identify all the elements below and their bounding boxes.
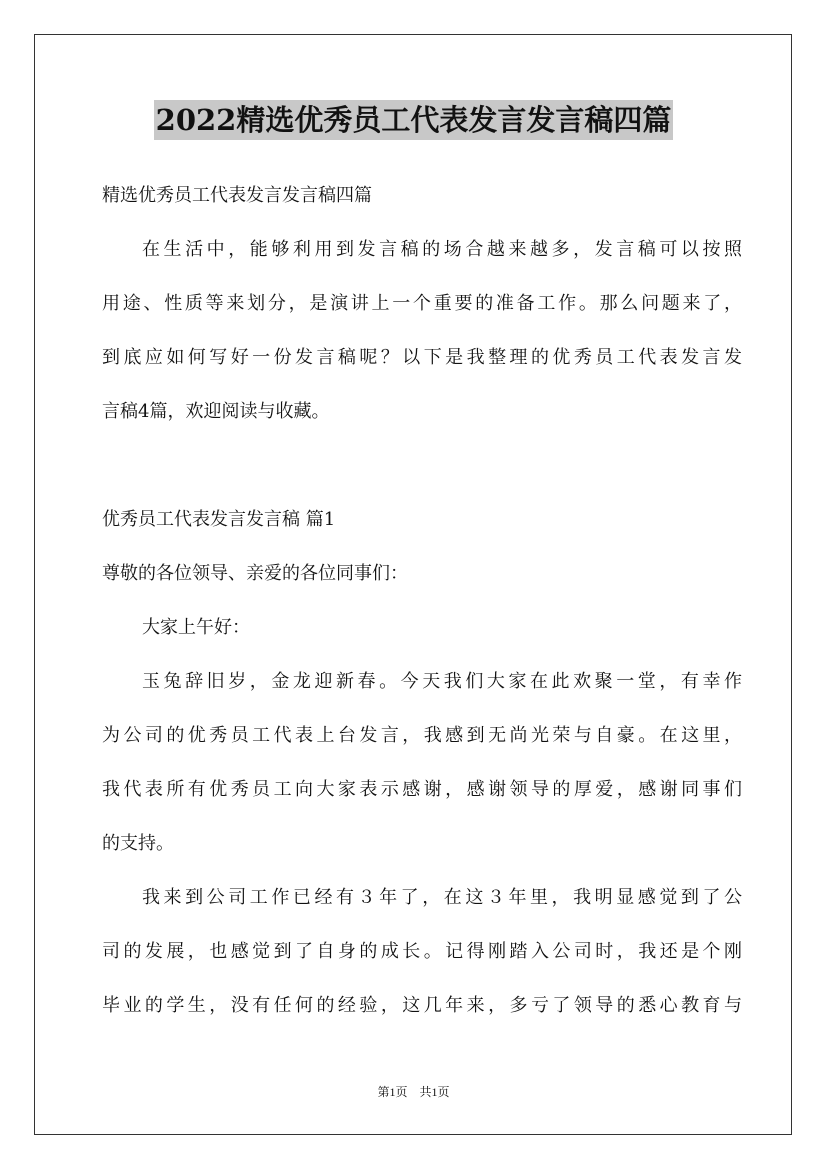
document-subtitle: 精选优秀员工代表发言发言稿四篇: [102, 185, 372, 206]
paragraph2-line-2: 司的发展，也感觉到了自身的成长。记得刚踏入公司时，我还是个刚: [102, 941, 742, 962]
intro-line-3: 到底应如何写好一份发言稿呢？以下是我整理的优秀员工代表发言发: [102, 347, 742, 368]
document-title: [0, 100, 827, 140]
greeting: 大家上午好：: [142, 617, 250, 638]
intro-line-1: 在生活中，能够利用到发言稿的场合越来越多，发言稿可以按照: [142, 239, 742, 260]
salutation: 尊敬的各位领导、亲爱的各位同事们：: [102, 563, 408, 584]
intro-line-2: 用途、性质等来划分，是演讲上一个重要的准备工作。那么问题来了，: [102, 293, 742, 314]
paragraph1-line-1: 玉兔辞旧岁，金龙迎新春。今天我们大家在此欢聚一堂，有幸作: [142, 671, 742, 692]
section-heading: 优秀员工代表发言发言稿 篇1: [102, 509, 336, 530]
paragraph1-line-3: 我代表所有优秀员工向大家表示感谢，感谢领导的厚爱，感谢同事们: [102, 779, 742, 800]
intro-line-4: 言稿4篇，欢迎阅读与收藏。: [102, 401, 330, 422]
page-footer: 第1页 共1页: [377, 1085, 450, 1099]
paragraph1-line-4: 的支持。: [102, 833, 174, 854]
paragraph1-line-2: 为公司的优秀员工代表上台发言，我感到无尚光荣与自豪。在这里，: [102, 725, 742, 746]
paragraph2-line-3: 毕业的学生，没有任何的经验，这几年来，多亏了领导的悉心教育与: [102, 995, 742, 1016]
document-title-text: 2022精选优秀员工代表发言发言稿四篇: [154, 100, 674, 140]
document-body: [102, 176, 742, 1040]
section-spacer: [102, 446, 742, 500]
paragraph2-line-1: 我来到公司工作已经有３年了，在这３年里，我明显感觉到了公: [142, 887, 742, 908]
